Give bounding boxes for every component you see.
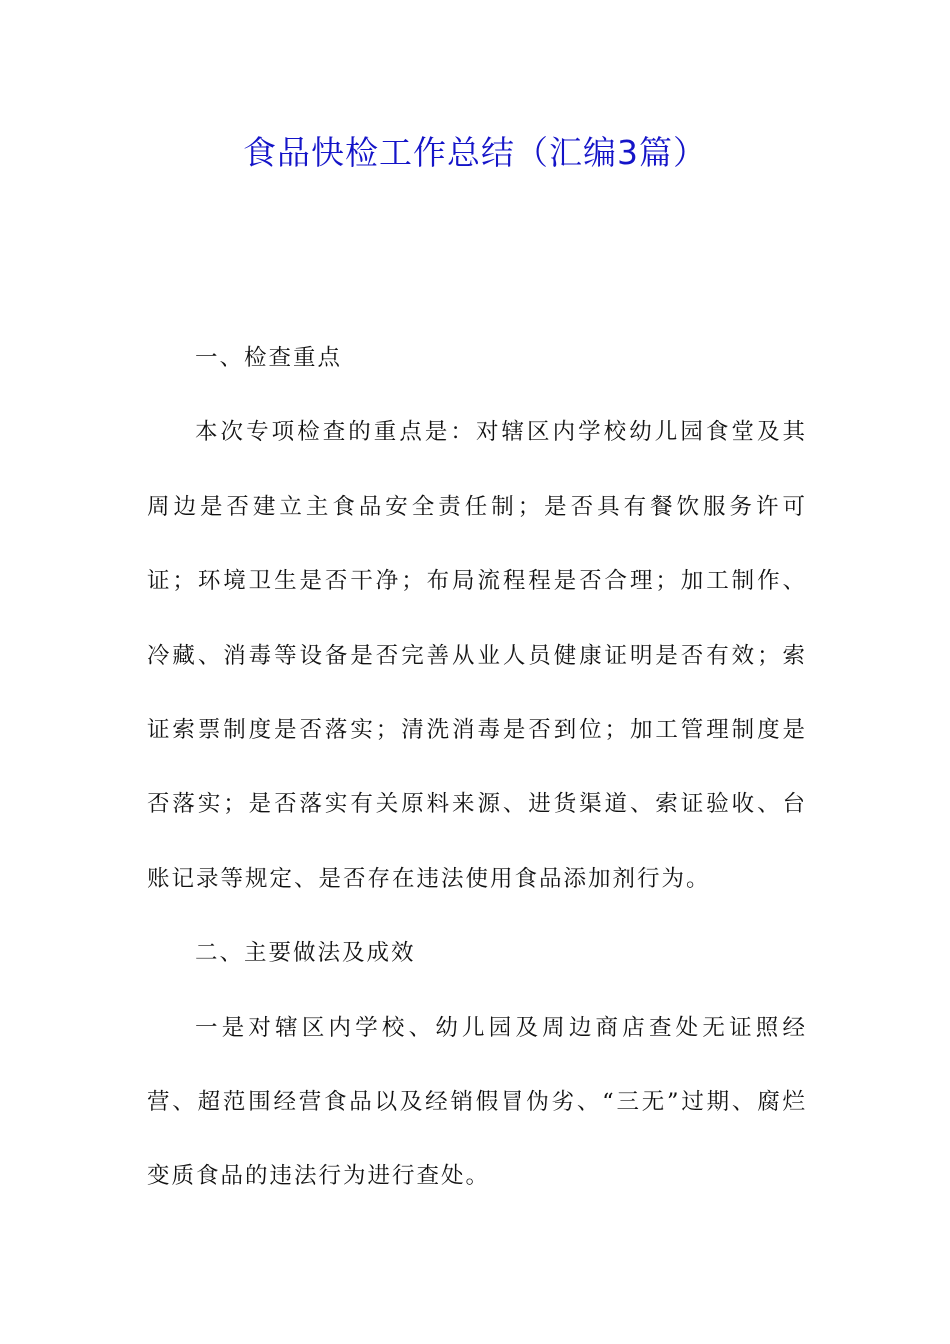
paragraph-main-practices: 一是对辖区内学校、幼儿园及周边商店查处无证照经营、超范围经营食品以及经销假冒伪劣、“三无”过期、腐烂变质食品的违法行为进行查处。 (147, 1014, 807, 1190)
paragraph-inspection-focus: 本次专项检查的重点是：对辖区内学校幼儿园食堂及其周边是否建立主食品安全责任制；是否具有餐饮服务许可证；环境卫生是否干净；布局流程程是否合理；加工制作、冷藏、消毒等设备是否完善从业人员健康证明是否有效；索证索票制度是否落实；清洗消毒是否到位；加工管理制度是否落实；是否落实有关原料来源、进货渠道、索证验收、台账记录等规定、是否存在违法使用食品添加剂行为。 (147, 419, 807, 892)
document-title: 食品快检工作总结（汇编3篇） (243, 133, 707, 172)
document-body (147, 321, 807, 1214)
section-heading-main-practices: 二、主要做法及成效 (195, 940, 416, 967)
section-heading-inspection-focus: 一、检查重点 (195, 345, 343, 371)
